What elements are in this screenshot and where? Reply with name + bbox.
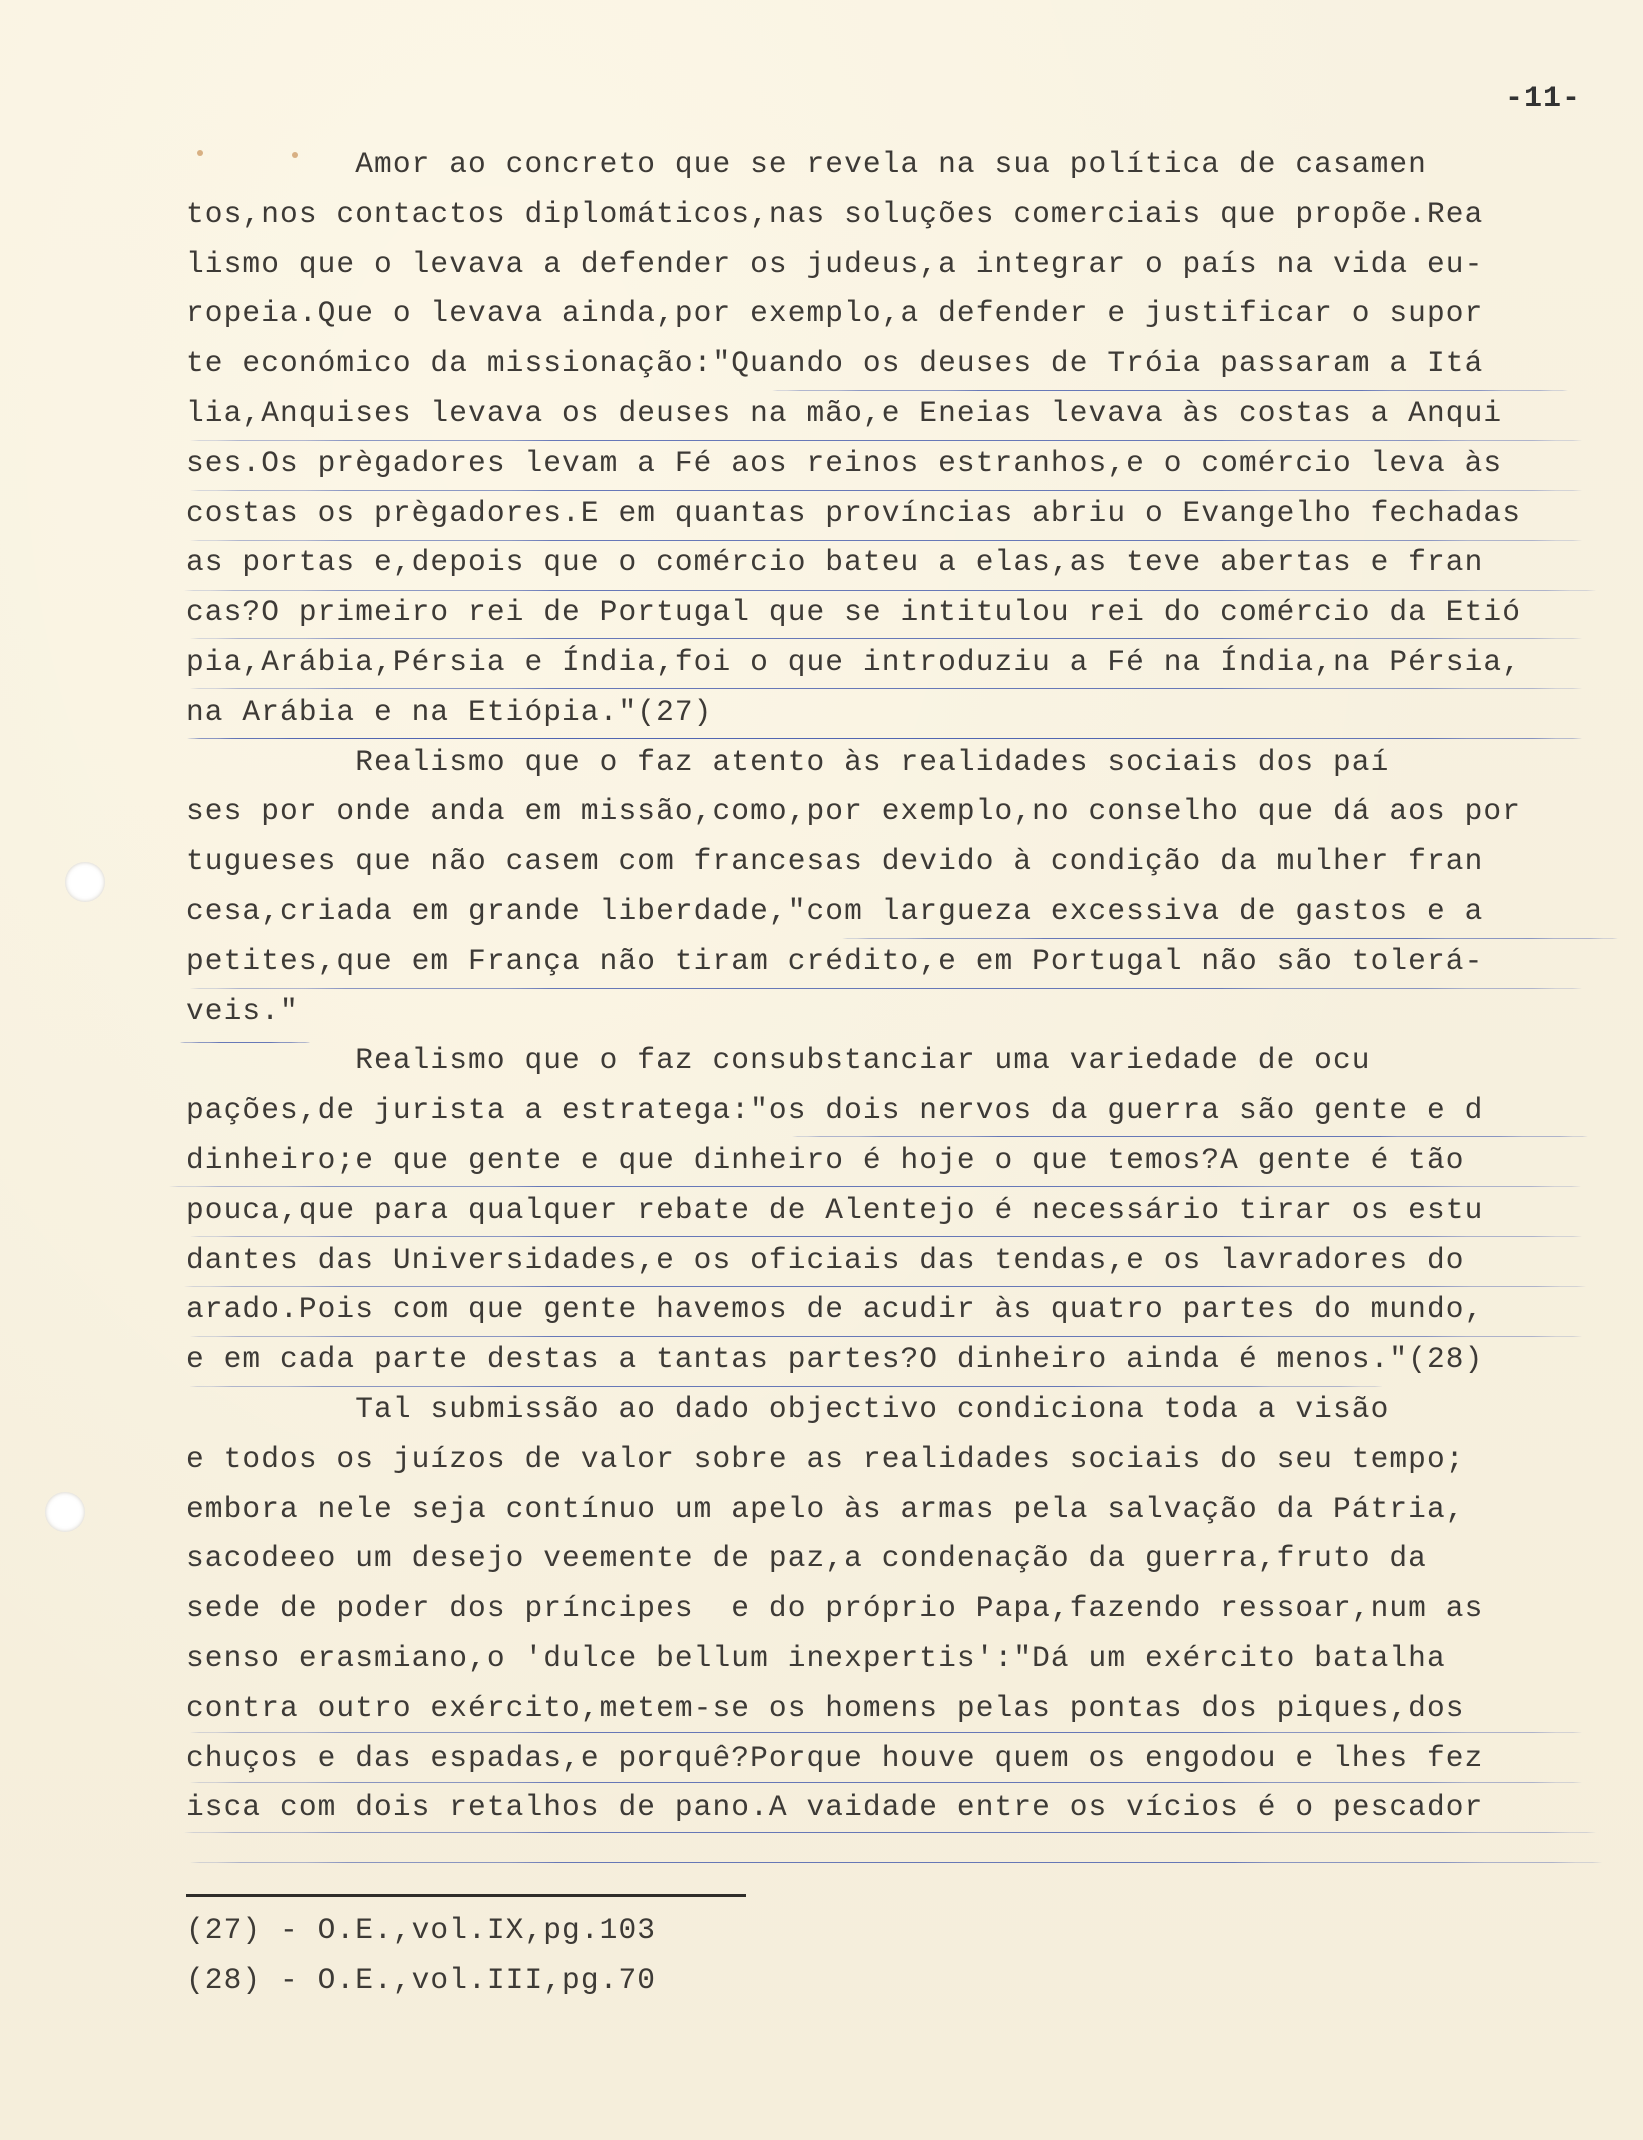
footnote: (28) - O.E.,vol.III,pg.70 xyxy=(186,1962,657,1997)
text-line: contra outro exército,metem-se os homens pelas pontas dos piques,dos xyxy=(186,1690,1465,1725)
text-line: Realismo que o faz consubstanciar uma variedade de ocu xyxy=(186,1043,1371,1078)
text-line: lismo que o levava a defender os judeus,a integrar o país na vida eu- xyxy=(186,246,1484,281)
text-line: isca com dois retalhos de pano.A vaidade entre os vícios é o pescador xyxy=(186,1790,1484,1825)
text-line: costas os prègadores.E em quantas províncias abriu o Evangelho fechadas xyxy=(186,495,1522,530)
text-line: na Arábia e na Etiópia."(27) xyxy=(186,694,713,729)
text-line: pações,de jurista a estratega:"os dois nervos da guerra são gente e d xyxy=(186,1093,1484,1128)
punch-hole-lower xyxy=(45,1492,85,1532)
ink-underline xyxy=(186,1336,1586,1337)
footnote: (27) - O.E.,vol.IX,pg.103 xyxy=(186,1913,657,1947)
text-line: dinheiro;e que gente e que dinheiro é hoje o que temos?A gente é tão xyxy=(186,1142,1465,1177)
text-line: Tal submissão ao dado objectivo condiciona toda a visão xyxy=(186,1391,1390,1426)
ink-underline xyxy=(180,1832,1600,1833)
text-line: tos,nos contactos diplomáticos,nas soluções comerciais que propõe.Rea xyxy=(186,196,1484,231)
text-line: cas?O primeiro rei de Portugal que se intitulou rei do comércio da Etió xyxy=(186,595,1522,630)
text-line: lia,Anquises levava os deuses na mão,e Eneias levava às costas a Anqui xyxy=(186,395,1503,430)
ink-underline xyxy=(180,1042,310,1043)
body-text xyxy=(186,140,1606,1833)
punch-hole-upper xyxy=(65,862,105,902)
text-line: pouca,que para qualquer rebate de Alentejo é necessário tirar os estu xyxy=(186,1192,1484,1227)
text-line: e em cada parte destas a tantas partes?O dinheiro ainda é menos."(28) xyxy=(186,1342,1484,1377)
footnote-divider xyxy=(186,1894,746,1897)
text-line: veis." xyxy=(186,993,299,1028)
text-line: embora nele seja contínuo um apelo às armas pela salvação da Pátria, xyxy=(186,1491,1465,1526)
text-line: chuços e das espadas,e porquê?Porque houve quem os engodou e lhes fez xyxy=(186,1740,1484,1775)
ink-underline xyxy=(186,688,1586,689)
text-line: sede de poder dos príncipes e do próprio Papa,fazendo ressoar,num as xyxy=(186,1591,1484,1626)
ink-underline xyxy=(186,540,1586,541)
ink-underline xyxy=(165,1186,1585,1187)
text-line: ses por onde anda em missão,como,por exemplo,no conselho que dá aos por xyxy=(186,794,1522,829)
ink-underline xyxy=(770,390,1570,391)
text-line: te económico da missionação:"Quando os deuses de Tróia passaram a Itá xyxy=(186,346,1484,381)
text-line: cesa,criada em grande liberdade,"com largueza excessiva de gastos e a xyxy=(186,893,1484,928)
text-line: senso erasmiano,o 'dulce bellum inexpertis':"Dá um exército batalha xyxy=(186,1640,1446,1675)
ink-underline xyxy=(186,638,1586,639)
ink-underline xyxy=(840,938,1620,939)
ink-underline xyxy=(186,1782,1586,1783)
text-line: pia,Arábia,Pérsia e Índia,foi o que introduziu a Fé na Índia,na Pérsia, xyxy=(186,644,1522,679)
ink-underline xyxy=(186,1386,1386,1387)
ink-underline xyxy=(180,590,1600,591)
ink-underline xyxy=(180,1286,1590,1287)
text-line: tugueses que não casem com francesas devido à condição da mulher fran xyxy=(186,844,1484,879)
ink-underline xyxy=(186,440,1586,441)
text-line: ses.Os prègadores levam a Fé aos reinos estranhos,e o comércio leva às xyxy=(186,445,1503,480)
ink-underline xyxy=(186,1732,1586,1733)
text-line: petites,que em França não tiram crédito,e em Portugal não são tolerá- xyxy=(186,943,1484,978)
text-line: Amor ao concreto que se revela na sua política de casamen xyxy=(186,147,1427,181)
page-number: -11- xyxy=(1505,82,1582,116)
text-line: as portas e,depois que o comércio bateu a elas,as teve abertas e fran xyxy=(186,545,1484,580)
ink-underline xyxy=(790,1136,1590,1137)
text-line: arado.Pois com que gente havemos de acudir às quatro partes do mundo, xyxy=(186,1292,1484,1327)
ink-underline xyxy=(186,1862,1606,1863)
text-line: Realismo que o faz atento às realidades sociais dos paí xyxy=(186,744,1390,779)
ink-underline xyxy=(186,1236,1586,1237)
footnotes xyxy=(186,1905,656,2005)
text-line: sacodeeo um desejo veemente de paz,a condenação da guerra,fruto da xyxy=(186,1541,1427,1576)
ink-underline xyxy=(186,988,1586,989)
ink-underline xyxy=(186,490,1586,491)
text-line: e todos os juízos de valor sobre as realidades sociais do seu tempo; xyxy=(186,1441,1465,1476)
text-line: ropeia.Que o levava ainda,por exemplo,a defender e justificar o supor xyxy=(186,296,1484,331)
ink-underline xyxy=(186,738,586,739)
text-line: dantes das Universidades,e os oficiais das tendas,e os lavradores do xyxy=(186,1242,1465,1277)
